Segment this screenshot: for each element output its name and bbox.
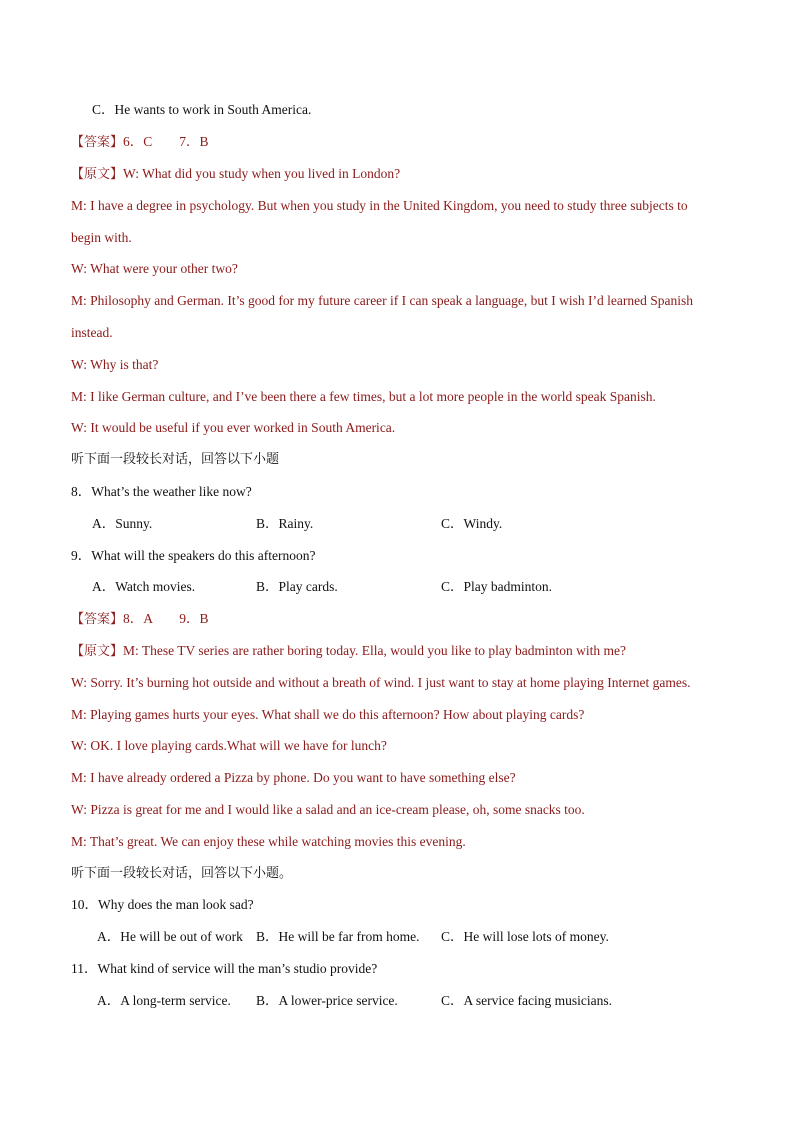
answer-label: 【答案】 — [71, 135, 124, 150]
answer-text: 6．C 7．B — [123, 134, 209, 149]
q9-option-c: C．Play badminton. — [441, 579, 552, 594]
section-instruction-1: 听下面一段较长对话，回答以下小题 — [71, 452, 280, 467]
q10-option-a: A．He will be out of work — [97, 929, 243, 944]
section-instruction-2: 听下面一段较长对话，回答以下小题。 — [71, 866, 293, 881]
transcript-label: 【原文】 — [71, 644, 124, 659]
transcript-1-line-4b: instead. — [71, 325, 113, 340]
transcript-2-line-7: M: That’s great. We can enjoy these while watching movies this evening. — [71, 834, 466, 849]
transcript-2-line-2: W: Sorry. It’s burning hot outside and without a breath of wind. I just want to stay at home playing Internet games. — [71, 675, 691, 690]
transcript-2-line-3: M: Playing games hurts your eyes. What shall we do this afternoon? How about playing cards? — [71, 707, 585, 722]
q9-option-b: B．Play cards. — [256, 579, 338, 594]
q7-option-c: C．He wants to work in South America. — [92, 102, 312, 117]
q8-option-a: A．Sunny. — [92, 516, 153, 531]
answer-text: 8．A 9．B — [123, 611, 209, 626]
transcript-label: 【原文】 — [71, 167, 124, 182]
answer-label: 【答案】 — [71, 612, 124, 627]
answer-line-1 — [71, 132, 731, 153]
transcript-1-line-3: W: What were your other two? — [71, 261, 238, 276]
transcript-2-line-6: W: Pizza is great for me and I would like a salad and an ice-cream please, oh, some snacks too. — [71, 802, 585, 817]
question-10: 10．Why does the man look sad? — [71, 897, 254, 912]
answer-line-2 — [71, 609, 731, 630]
transcript-1-line-4a: M: Philosophy and German. It’s good for my future career if I can speak a language, but I wish I’d learned Spanish — [71, 293, 693, 308]
question-9: 9．What will the speakers do this afternoon? — [71, 548, 316, 563]
transcript-text: M: These TV series are rather boring today. Ella, would you like to play badminton with me? — [123, 643, 627, 658]
q11-option-b: B．A lower-price service. — [256, 993, 398, 1008]
transcript-2-line-5: M: I have already ordered a Pizza by phone. Do you want to have something else? — [71, 770, 516, 785]
transcript-1-line-7: W: It would be useful if you ever worked in South America. — [71, 420, 396, 435]
q8-option-b: B．Rainy. — [256, 516, 314, 531]
q10-option-b: B．He will be far from home. — [256, 929, 420, 944]
q10-option-c: C．He will lose lots of money. — [441, 929, 609, 944]
transcript-1-line-6: M: I like German culture, and I’ve been there a few times, but a lot more people in the world speak Spanish. — [71, 389, 656, 404]
q11-option-c: C．A service facing musicians. — [441, 993, 612, 1008]
transcript-1-line-2b: begin with. — [71, 230, 132, 245]
q8-option-c: C．Windy. — [441, 516, 503, 531]
transcript-text: W: What did you study when you lived in London? — [123, 166, 401, 181]
transcript-1-line-1 — [71, 164, 731, 185]
transcript-1-line-2a: M: I have a degree in psychology. But when you study in the United Kingdom, you need to study three subjects to — [71, 198, 688, 213]
transcript-2-line-1 — [71, 641, 731, 662]
question-8: 8．What’s the weather like now? — [71, 484, 252, 499]
q11-option-a: A．A long-term service. — [97, 993, 231, 1008]
q9-option-a: A．Watch movies. — [92, 579, 196, 594]
transcript-1-line-5: W: Why is that? — [71, 357, 159, 372]
question-11: 11．What kind of service will the man’s studio provide? — [71, 961, 378, 976]
transcript-2-line-4: W: OK. I love playing cards.What will we have for lunch? — [71, 738, 387, 753]
